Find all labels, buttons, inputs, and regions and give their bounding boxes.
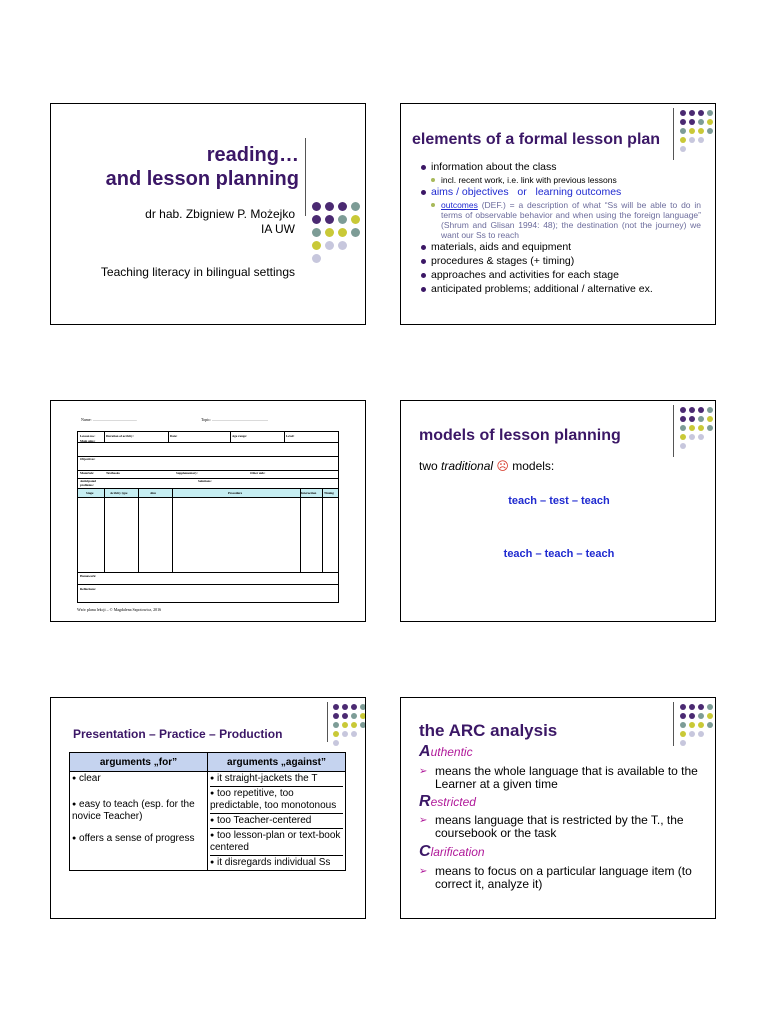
arc-clarification-text <box>419 865 716 891</box>
slide-title: the ARC analysis <box>419 721 558 740</box>
c-description: means to focus on a particular language item (to correct it, analyze it) <box>435 864 692 891</box>
decorative-dot <box>680 128 686 134</box>
divider-line <box>673 702 674 746</box>
decorative-dot <box>698 128 704 134</box>
decorative-dot <box>351 704 357 710</box>
decorative-dot <box>707 407 713 413</box>
list-item: ● it straight-jackets the T <box>210 773 318 784</box>
decorative-dot <box>312 254 321 263</box>
arc-authentic-text <box>419 765 716 791</box>
col-against-header: arguments „against” <box>208 753 346 772</box>
decorative-dot <box>707 704 713 710</box>
divider-line <box>673 108 674 160</box>
materials-cell: Materials: <box>80 471 95 475</box>
decorative-dot <box>707 731 713 737</box>
decorative-dot <box>351 740 357 746</box>
divider-line <box>673 405 674 457</box>
level-cell: Level: <box>286 434 295 438</box>
decorative-dot <box>698 425 704 431</box>
divider-line <box>305 138 306 216</box>
or-text: or <box>517 186 527 198</box>
decorative-dot <box>338 202 347 211</box>
for-2: easy to teach (esp. for the novice Teacher) <box>72 799 195 822</box>
row-border <box>78 584 338 585</box>
name-field: Name: ............................................ <box>81 417 137 422</box>
c-letter: C <box>419 843 431 860</box>
lesson-plan-form <box>73 417 363 617</box>
list-item: ● too repetitive, too predictable, too monotonous <box>210 786 343 812</box>
list-item: ● offers a sense of progress <box>72 833 195 844</box>
list-item: anticipated problems; additional / alternative ex. <box>421 283 701 296</box>
decorative-dot <box>351 731 357 737</box>
cell-border <box>322 489 323 572</box>
cell-border <box>104 432 105 442</box>
decorative-dot <box>707 722 713 728</box>
decorative-dot <box>707 713 713 719</box>
models-intro <box>419 459 554 473</box>
decorative-dot <box>698 713 704 719</box>
decorative-dot <box>689 722 695 728</box>
cell-border <box>230 432 231 442</box>
slide-title: models of lesson planning <box>419 427 621 444</box>
decorative-dot <box>312 202 321 211</box>
decorative-dot <box>325 228 334 237</box>
slide-arc-analysis <box>400 697 716 919</box>
traditional-text: traditional <box>441 459 494 473</box>
sequence-ttt-test: teach – test – teach <box>508 495 610 507</box>
row-border <box>78 572 338 573</box>
cell-border <box>300 489 301 572</box>
decorative-dot <box>689 443 695 449</box>
timing-header: Timing <box>324 491 334 495</box>
for-cell <box>70 772 208 871</box>
list-item: ● clear <box>72 773 101 784</box>
dot-decoration <box>680 110 714 153</box>
anticipated-cell: Anticipated problems: <box>80 479 96 487</box>
decorative-dot <box>342 704 348 710</box>
decorative-dot <box>689 146 695 152</box>
c-rest: larification <box>430 845 485 859</box>
homework-cell: Homework: <box>80 574 97 578</box>
dot-decoration <box>680 407 714 450</box>
decorative-dot <box>707 119 713 125</box>
decorative-dot <box>707 443 713 449</box>
decorative-dot <box>680 434 686 440</box>
list-item: approaches and activities for each stage <box>421 269 701 282</box>
other-aids-cell: Other aids: <box>250 471 266 475</box>
cell-border <box>284 432 285 442</box>
decorative-dot <box>698 119 704 125</box>
table-header-row <box>70 753 346 772</box>
aims-text: aims / objectives <box>431 186 509 198</box>
activity-type-header: Activity type <box>110 491 128 495</box>
list-subitem: incl. recent work, i.e. link with previous lessons <box>431 175 701 185</box>
slide-lesson-models <box>400 400 716 622</box>
decorative-dot <box>680 407 686 413</box>
decorative-dot <box>689 416 695 422</box>
decorative-dot <box>698 740 704 746</box>
institution: IA UW <box>260 222 295 236</box>
list-item: ● too lesson-plan or text-book centered <box>210 828 343 854</box>
against-2: too repetitive, too predictable, too monotonous <box>210 788 337 811</box>
decorative-dot <box>689 731 695 737</box>
cell-border <box>168 432 169 442</box>
r-rest: estricted <box>430 795 476 809</box>
topic-field: Topic: ........................................................ <box>201 417 269 422</box>
for-1: clear <box>79 773 101 784</box>
decorative-dot <box>325 254 334 263</box>
against-cell <box>208 772 346 871</box>
decorative-dot <box>707 740 713 746</box>
decorative-dot <box>338 241 347 250</box>
stage-header: Stage <box>86 491 94 495</box>
slide-ppp <box>50 697 366 919</box>
decorative-dot <box>680 704 686 710</box>
interaction-header: Interaction <box>301 491 317 495</box>
row-border <box>78 497 338 498</box>
slide-lesson-plan-elements <box>400 103 716 325</box>
decorative-dot <box>351 215 360 224</box>
duration-cell: Duration of activity: <box>106 434 134 438</box>
r-letter: R <box>419 793 431 810</box>
slide-lesson-plan-form <box>50 400 366 622</box>
decorative-dot <box>333 704 339 710</box>
decorative-dot <box>707 128 713 134</box>
decorative-dot <box>360 704 366 710</box>
decorative-dot <box>360 722 366 728</box>
decorative-dot <box>698 704 704 710</box>
a-letter: A <box>419 743 431 760</box>
decorative-dot <box>333 722 339 728</box>
decorative-dot <box>333 731 339 737</box>
sad-face-icon: ☹ <box>496 459 509 473</box>
arc-restricted-heading <box>419 793 476 811</box>
r-description: means language that is restricted by the T., the coursebook or the task <box>435 813 684 840</box>
decorative-dot <box>707 137 713 143</box>
decorative-dot <box>698 407 704 413</box>
decorative-dot <box>351 241 360 250</box>
decorative-dot <box>342 740 348 746</box>
decorative-dot <box>707 110 713 116</box>
decorative-dot <box>680 416 686 422</box>
lesson-no-cell: Lesson no.: <box>80 434 96 438</box>
decorative-dot <box>325 202 334 211</box>
outcomes-text: learning outcomes <box>535 186 622 198</box>
row-border <box>78 442 338 443</box>
decorative-dot <box>680 425 686 431</box>
decorative-dot <box>338 254 347 263</box>
decorative-dot <box>707 146 713 152</box>
against-5: it disregards individual Ss <box>217 857 331 868</box>
list-item: information about the class <box>421 161 701 174</box>
dot-decoration <box>680 704 714 747</box>
cell-border <box>138 489 139 572</box>
list-item: materials, aids and equipment <box>421 241 701 254</box>
objectives-cell: Objectives: <box>80 457 96 461</box>
decorative-dot <box>342 722 348 728</box>
slide-title <box>50 103 366 325</box>
author: dr hab. Zbigniew P. Możejko <box>145 207 295 221</box>
decorative-dot <box>680 731 686 737</box>
decorative-dot <box>333 740 339 746</box>
slide-title: elements of a formal lesson plan <box>412 131 661 148</box>
decorative-dot <box>680 146 686 152</box>
for-3: offers a sense of progress <box>79 833 195 844</box>
title-line1: reading… <box>206 144 299 166</box>
decorative-dot <box>351 722 357 728</box>
date-cell: Date: <box>170 434 178 438</box>
row-border <box>78 456 338 457</box>
decorative-dot <box>689 704 695 710</box>
decorative-dot <box>698 137 704 143</box>
decorative-dot <box>312 228 321 237</box>
procedure-col-header: Procedure <box>228 491 243 495</box>
decorative-dot <box>312 241 321 250</box>
decorative-dot <box>698 146 704 152</box>
arc-authentic-heading <box>419 743 473 761</box>
decorative-dot <box>312 215 321 224</box>
table-row <box>70 772 346 871</box>
bullet-list <box>421 161 701 297</box>
form-footer: Wzór planu lekcji – © Magdalena Szpotowicz, 2016 <box>77 607 162 612</box>
decorative-dot <box>338 215 347 224</box>
outcomes-definition: (DEF.) = a description of what “Ss will be able to do in terms of observable behavior and when using the foreign language” (Shrum and Glisan 1994: 48); the destination (not the journey) we want our Ss to reach <box>441 200 701 240</box>
col-for-header: arguments „for” <box>70 753 208 772</box>
decorative-dot <box>351 228 360 237</box>
decorative-dot <box>698 416 704 422</box>
reflections-cell: Reflections: <box>80 587 97 591</box>
decorative-dot <box>698 731 704 737</box>
form-table <box>77 431 339 603</box>
decorative-dot <box>680 443 686 449</box>
decorative-dot <box>680 713 686 719</box>
decorative-dot <box>325 241 334 250</box>
dot-decoration <box>312 202 361 264</box>
decorative-dot <box>342 713 348 719</box>
decorative-dot <box>707 425 713 431</box>
age-range-cell: Age range: <box>232 434 247 438</box>
decorative-dot <box>689 110 695 116</box>
decorative-dot <box>342 731 348 737</box>
title-line2: and lesson planning <box>105 168 299 190</box>
decorative-dot <box>680 110 686 116</box>
against-3: too Teacher-centered <box>217 815 312 826</box>
dot-decoration <box>333 704 366 747</box>
decorative-dot <box>333 713 339 719</box>
ppp-arguments-table <box>69 752 346 871</box>
decorative-dot <box>698 443 704 449</box>
decorative-dot <box>698 434 704 440</box>
cell-border <box>172 489 173 572</box>
decorative-dot <box>325 215 334 224</box>
decorative-dot <box>680 119 686 125</box>
decorative-dot <box>680 722 686 728</box>
list-item: ● it disregards individual Ss <box>210 855 343 869</box>
against-1: it straight-jackets the T <box>217 773 318 784</box>
outcomes-link[interactable]: outcomes <box>441 200 478 210</box>
decorative-dot <box>689 137 695 143</box>
arrow-icon: ➢ <box>419 866 428 877</box>
sequence-ttt-teach: teach – teach – teach <box>503 548 615 560</box>
decorative-dot <box>707 434 713 440</box>
list-item: ● too Teacher-centered <box>210 813 343 827</box>
decorative-dot <box>351 713 357 719</box>
decorative-dot <box>351 254 360 263</box>
decorative-dot <box>360 713 366 719</box>
decorative-dot <box>689 740 695 746</box>
textbooks-cell: Textbooks <box>106 471 120 475</box>
decorative-dot <box>689 425 695 431</box>
arc-clarification-heading <box>419 843 485 861</box>
two-text: two <box>419 459 442 473</box>
arrow-icon: ➢ <box>419 815 428 826</box>
against-4: too lesson-plan or text-book centered <box>210 830 341 853</box>
divider-line <box>327 702 328 742</box>
list-item <box>421 186 701 199</box>
solutions-cell: Solutions: <box>198 479 212 483</box>
decorative-dot <box>698 110 704 116</box>
list-item: ● easy to teach (esp. for the novice Teacher) <box>72 799 195 822</box>
decorative-dot <box>338 228 347 237</box>
course-name: Teaching literacy in bilingual settings <box>100 265 295 279</box>
slide-title: Presentation – Practice – Production <box>73 727 283 741</box>
decorative-dot <box>698 722 704 728</box>
decorative-dot <box>351 202 360 211</box>
list-item: procedures & stages (+ timing) <box>421 255 701 268</box>
main-aims-cell: Main aims: <box>80 439 96 443</box>
a-rest: uthentic <box>430 745 473 759</box>
arc-restricted-text <box>419 814 716 840</box>
decorative-dot <box>360 740 366 746</box>
decorative-dot <box>680 137 686 143</box>
decorative-dot <box>360 731 366 737</box>
a-description: means the whole language that is available to the Learner at a given time <box>435 764 698 791</box>
supplementary-cell: Supplementary: <box>176 471 198 475</box>
decorative-dot <box>689 128 695 134</box>
cell-border <box>104 489 105 572</box>
decorative-dot <box>689 713 695 719</box>
list-subitem <box>431 200 701 240</box>
decorative-dot <box>689 434 695 440</box>
decorative-dot <box>689 407 695 413</box>
models-text: models: <box>508 459 555 473</box>
decorative-dot <box>707 416 713 422</box>
aim-header: Aim <box>150 491 156 495</box>
decorative-dot <box>689 119 695 125</box>
arrow-icon: ➢ <box>419 766 428 777</box>
decorative-dot <box>680 740 686 746</box>
